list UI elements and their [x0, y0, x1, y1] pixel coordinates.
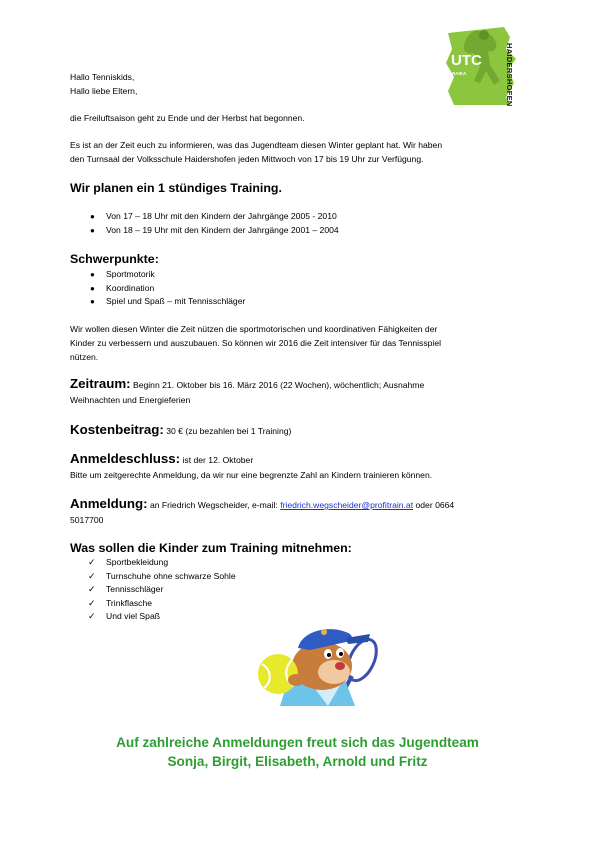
- logo-subtext: RAIKA: [452, 71, 467, 76]
- focus-heading: Schwerpunkte:: [70, 252, 159, 266]
- checkmark-icon: ✓: [88, 584, 96, 595]
- period-line-1: [70, 377, 424, 392]
- registration-text: an Friedrich Wegscheider, e-mail:: [147, 500, 281, 510]
- footer-line-2: Sonja, Birgit, Elisabeth, Arnold und Fritz: [167, 754, 428, 769]
- bring-heading: Was sollen die Kinder zum Training mitnehmen:: [70, 541, 352, 555]
- cost-text: 30 € (zu bezahlen bei 1 Training): [163, 426, 292, 436]
- list-item: ✓ Tennisschläger: [70, 583, 236, 597]
- period-label: Zeitraum:: [70, 376, 131, 391]
- checkmark-icon: ✓: [88, 597, 96, 608]
- club-logo: [444, 25, 520, 107]
- training-list: [70, 210, 339, 237]
- period-line-2: Weihnachten und Energieferien: [70, 395, 191, 405]
- list-item: ● Von 17 – 18 Uhr mit den Kindern der Jahrgänge 2005 - 2010: [70, 210, 339, 224]
- info-line-2: den Turnsaal der Volksschule Haidershofen jeden Mittwoch von 17 bis 19 Uhr zur Verfügung.: [70, 154, 424, 164]
- registration-phone-1: oder 0664: [413, 500, 455, 510]
- list-item: ● Von 18 – 19 Uhr mit den Kindern der Jahrgänge 2001 – 2004: [70, 224, 339, 238]
- checkmark-icon: ✓: [88, 557, 96, 567]
- training-heading: Wir planen ein 1 stündiges Training.: [70, 181, 282, 195]
- goal-line-1: Wir wollen diesen Winter die Zeit nützen die sportmotorischen und koordinativen Fähigkeiten der: [70, 324, 438, 334]
- period-text: Beginn 21. Oktober bis 16. März 2016 (22 Wochen), wöchentlich; Ausnahme: [130, 380, 425, 390]
- bullet-icon: ●: [90, 225, 95, 235]
- goal-line-3: nützen.: [70, 352, 99, 362]
- list-item: ● Sportmotorik: [70, 268, 245, 282]
- footer-line-1: Auf zahlreiche Anmeldungen freut sich das Jugendteam: [116, 735, 479, 750]
- greeting-line-1: Hallo Tenniskids,: [70, 72, 135, 82]
- list-item: ● Spiel und Spaß – mit Tennisschläger: [70, 295, 245, 309]
- info-line-1: Es ist an der Zeit euch zu informieren, was das Jugendteam diesen Winter geplant hat. Wir haben: [70, 140, 443, 150]
- tennis-mascot-graphic: [250, 620, 380, 710]
- deadline-text: ist der 12. Oktober: [180, 455, 254, 465]
- list-item: ✓ Turnschuhe ohne schwarze Sohle: [70, 570, 236, 584]
- email-link[interactable]: friedrich.wegscheider@profitrain.at: [280, 500, 414, 510]
- list-item: ✓ Und viel Spaß: [70, 610, 236, 624]
- logo-side-text: HAIDERSHOFEN: [505, 43, 514, 107]
- deadline-line-2: Bitte um zeitgerechte Anmeldung, da wir nur eine begrenzte Zahl an Kindern trainieren können.: [70, 470, 433, 480]
- cost-line: [70, 423, 291, 438]
- bullet-icon: ●: [90, 270, 95, 279]
- bullet-icon: ●: [90, 297, 95, 307]
- bullet-icon: ●: [90, 212, 95, 221]
- focus-list: [70, 268, 245, 309]
- list-item: ● Koordination: [70, 282, 245, 296]
- checkmark-icon: ✓: [88, 570, 96, 581]
- checkmark-icon: ✓: [88, 611, 96, 622]
- deadline-label: Anmeldeschluss:: [70, 451, 181, 466]
- tennis-mascot-image: [250, 620, 380, 710]
- logo-text: UTC: [451, 52, 482, 69]
- intro-text: die Freiluftsaison geht zu Ende und der Herbst hat begonnen.: [70, 113, 305, 123]
- registration-label: Anmeldung:: [70, 496, 148, 511]
- list-item: ✓ Trinkflasche: [70, 597, 236, 611]
- bullet-icon: ●: [90, 283, 95, 293]
- greeting-line-2: Hallo liebe Eltern,: [70, 86, 138, 96]
- bring-list: [70, 556, 236, 624]
- list-item: ✓ Sportbekleidung: [70, 556, 236, 570]
- deadline-line-1: [70, 452, 253, 467]
- goal-line-2: Kinder zu verbessern und auszubauen. So können wir 2016 die Zeit intensiver für das Tennisspiel: [70, 338, 442, 348]
- registration-phone-2: 5017700: [70, 515, 104, 525]
- registration-line-1: [70, 497, 454, 512]
- cost-label: Kostenbeitrag:: [70, 422, 164, 437]
